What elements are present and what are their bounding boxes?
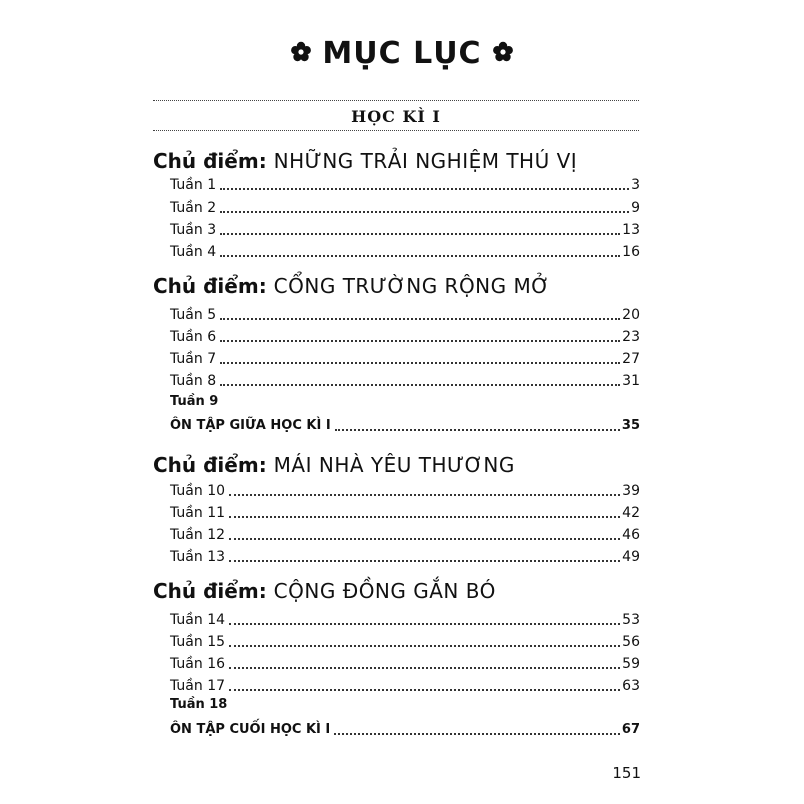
entry-page: 67 <box>621 722 640 737</box>
section-head: Chủ điểm: <box>153 274 267 298</box>
dot-leader <box>229 516 620 518</box>
entry-page: 23 <box>622 329 640 345</box>
toc-entry[interactable] <box>170 195 640 217</box>
entry-page: 27 <box>622 351 640 367</box>
entry-label: ÔN TẬP GIỮA HỌC KÌ I <box>170 418 331 433</box>
entry-label: Tuần 16 <box>170 656 226 672</box>
dot-leader <box>229 667 620 669</box>
entry-page: 49 <box>622 549 640 565</box>
page-title: MỤC LỤC <box>322 36 482 71</box>
page-number: 151 <box>612 764 641 782</box>
section-name: MÁI NHÀ YÊU THƯƠNG <box>273 453 515 477</box>
bottom-divider <box>153 130 639 131</box>
section-name: NHỮNG TRẢI NGHIỆM THÚ VỊ <box>273 149 578 173</box>
toc-entry[interactable] <box>170 368 640 390</box>
toc-entry[interactable] <box>170 500 640 522</box>
entry-label: Tuần 1 <box>170 177 217 193</box>
dot-leader <box>229 494 620 496</box>
toc-entry[interactable] <box>170 172 640 194</box>
dot-leader <box>335 429 620 431</box>
entry-page: 16 <box>622 244 640 260</box>
toc-entry[interactable] <box>170 302 640 324</box>
entry-page: 46 <box>622 527 640 543</box>
flower-icon <box>492 41 514 63</box>
entry-label: Tuần 4 <box>170 244 217 260</box>
toc-entry[interactable] <box>170 217 640 239</box>
toc-entry[interactable] <box>170 673 640 695</box>
entry-page: 53 <box>622 612 640 628</box>
entry-page: 42 <box>622 505 640 521</box>
review-week-label: Tuần 9 <box>170 394 219 409</box>
entry-page: 9 <box>631 200 640 216</box>
dot-leader <box>220 188 629 190</box>
entry-label: ÔN TẬP CUỐI HỌC KÌ I <box>170 722 331 737</box>
entry-page: 39 <box>622 483 640 499</box>
entry-label: Tuần 12 <box>170 527 226 543</box>
dot-leader <box>220 340 620 342</box>
section-title <box>153 273 550 299</box>
entry-label: Tuần 17 <box>170 678 226 694</box>
dot-leader <box>220 233 620 235</box>
entry-label: Tuần 2 <box>170 200 217 216</box>
dot-leader <box>220 362 620 364</box>
entry-label: Tuần 7 <box>170 351 217 367</box>
entry-page: 63 <box>622 678 640 694</box>
entry-page: 35 <box>621 418 640 433</box>
toc-entry[interactable] <box>170 544 640 566</box>
entry-label: Tuần 11 <box>170 505 226 521</box>
dot-leader <box>229 623 620 625</box>
dot-leader <box>229 560 620 562</box>
dot-leader <box>220 211 629 213</box>
section-title <box>153 148 577 174</box>
toc-entry[interactable] <box>170 324 640 346</box>
toc-entry[interactable] <box>170 607 640 629</box>
section-head: Chủ điểm: <box>153 149 267 173</box>
toc-entry[interactable] <box>170 478 640 500</box>
entry-page: 20 <box>622 307 640 323</box>
toc-entry[interactable] <box>170 629 640 651</box>
dot-leader <box>229 689 620 691</box>
semester-heading: HỌC KÌ I <box>351 107 441 126</box>
toc-entry-review[interactable] <box>170 413 640 435</box>
entry-label: Tuần 15 <box>170 634 226 650</box>
section-title <box>153 452 515 478</box>
entry-label: Tuần 13 <box>170 549 226 565</box>
entry-page: 3 <box>631 177 640 193</box>
section-name: CỔNG TRƯỜNG RỘNG MỞ <box>273 274 551 298</box>
entry-page: 56 <box>622 634 640 650</box>
dot-leader <box>220 384 620 386</box>
entry-page: 13 <box>622 222 640 238</box>
dot-leader <box>220 255 620 257</box>
entry-label: Tuần 10 <box>170 483 226 499</box>
toc-entry[interactable] <box>170 346 640 368</box>
entry-label: Tuần 14 <box>170 612 226 628</box>
entry-label: Tuần 6 <box>170 329 217 345</box>
entry-label: Tuần 3 <box>170 222 217 238</box>
toc-entry[interactable] <box>170 651 640 673</box>
toc-entry[interactable] <box>170 522 640 544</box>
entry-label: Tuần 5 <box>170 307 217 323</box>
toc-entry-review[interactable] <box>170 717 640 739</box>
entry-page: 59 <box>622 656 640 672</box>
dot-leader <box>229 645 620 647</box>
section-head: Chủ điểm: <box>153 579 267 603</box>
review-week-label: Tuần 18 <box>170 697 228 712</box>
section-head: Chủ điểm: <box>153 453 267 477</box>
flower-icon <box>290 41 312 63</box>
section-name: CỘNG ĐỒNG GẮN BÓ <box>273 579 496 603</box>
entry-label: Tuần 8 <box>170 373 217 389</box>
dot-leader <box>334 733 620 735</box>
dot-leader <box>220 318 620 320</box>
top-divider <box>153 100 639 101</box>
title-row <box>0 32 804 76</box>
entry-page: 31 <box>622 373 640 389</box>
section-title <box>153 578 496 604</box>
toc-entry[interactable] <box>170 239 640 261</box>
dot-leader <box>229 538 620 540</box>
